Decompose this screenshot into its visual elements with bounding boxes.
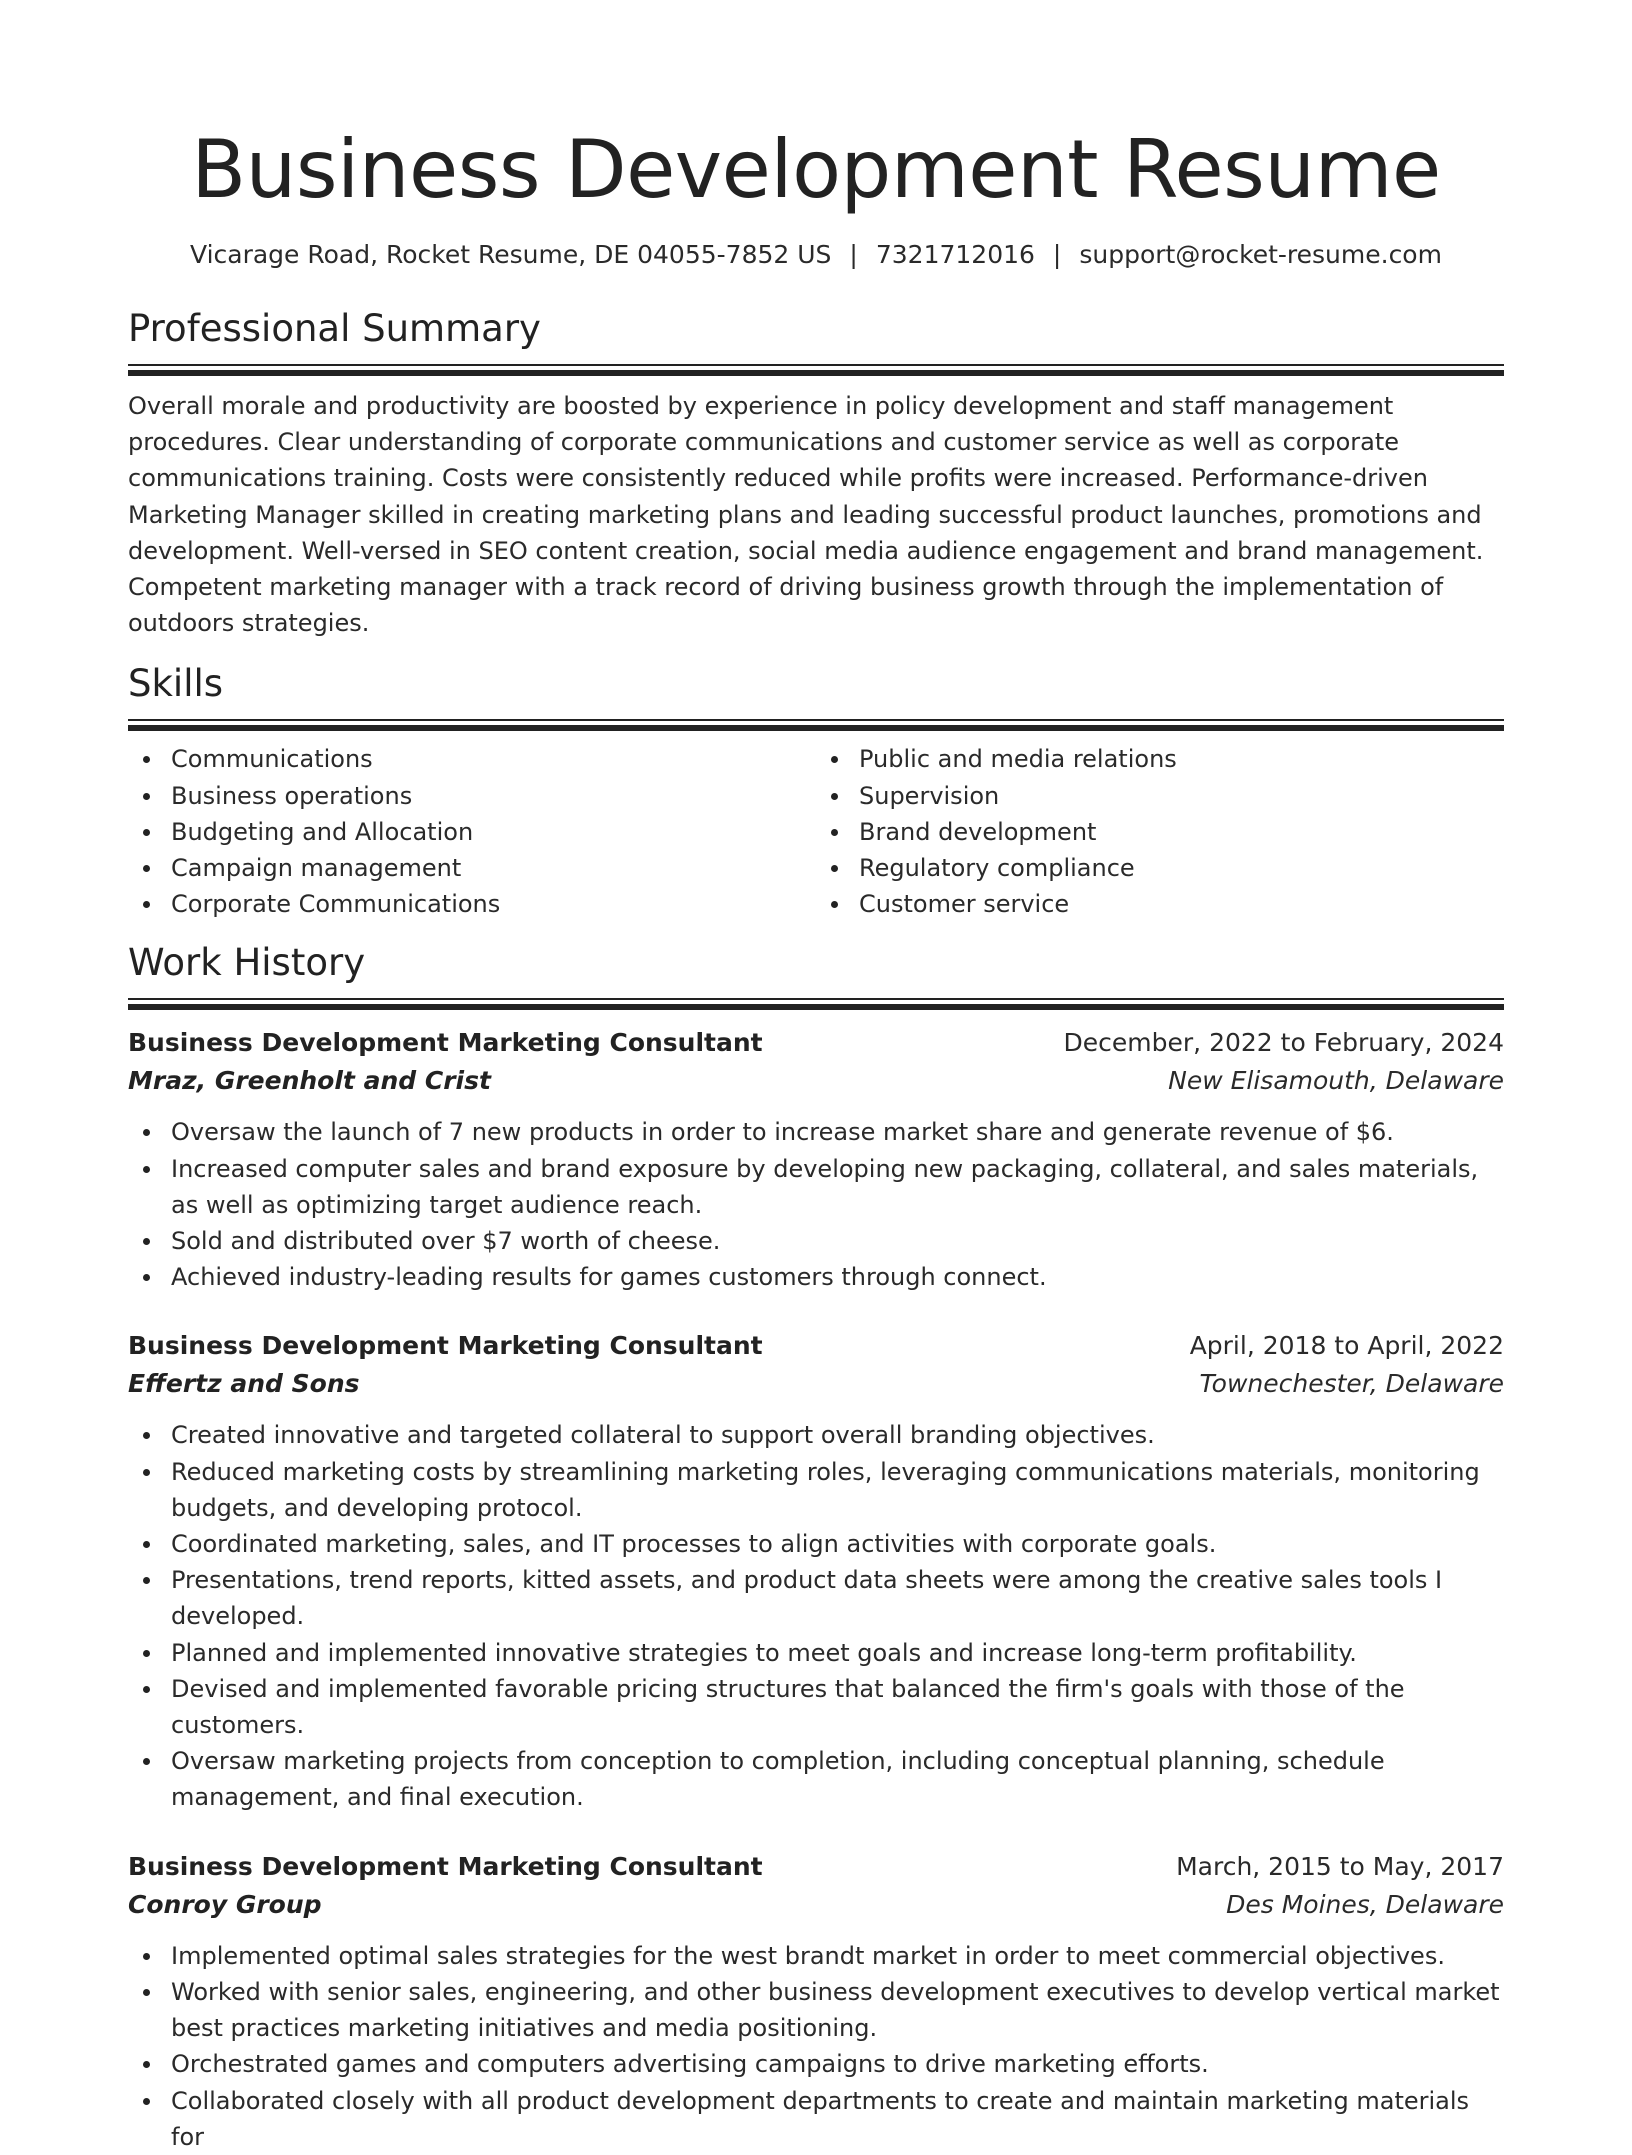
skills-heading: Skills bbox=[128, 662, 224, 706]
job-bullets bbox=[128, 1417, 1504, 1815]
job-bullet: Achieved industry-leading results for games customers through connect. bbox=[171, 1259, 1504, 1295]
job-company: Mraz, Greenholt and Crist bbox=[128, 1066, 491, 1096]
job-location: Townechester, Delaware bbox=[1199, 1369, 1504, 1399]
job-company: Effertz and Sons bbox=[128, 1369, 360, 1399]
skill-item: Regulatory compliance bbox=[859, 850, 1504, 886]
job-bullet: Oversaw the launch of 7 new products in order to increase market share and generate revenue of $6. bbox=[171, 1114, 1504, 1150]
job-bullet: Reduced marketing costs by streamlining marketing roles, leveraging communications materials, monitoring budgets, and developing protocol. bbox=[171, 1454, 1504, 1526]
resume-page bbox=[128, 0, 1504, 2155]
section-divider bbox=[128, 364, 1504, 378]
summary-text: Overall morale and productivity are boosted by experience in policy development and staff management procedures. Clear understanding of corporate communications and customer service as well as corporate communications training. Costs were consistently reduced while profits were increased. Performance-driven Marketing Manager skilled in creating marketing plans and leading successful product launches, promotions and development. Well-versed in SEO content creation, social media audience engagement and brand management. Competent marketing manager with a track record of driving business growth through the implementation of outdoors strategies. bbox=[128, 392, 1484, 638]
resume-title: Business Development Resume bbox=[191, 123, 1441, 216]
job-title: Business Development Marketing Consultant bbox=[128, 1028, 763, 1058]
job-title: Business Development Marketing Consultant bbox=[128, 1331, 763, 1361]
contact-email[interactable]: support@rocket-resume.com bbox=[1079, 240, 1442, 269]
skill-item: Business operations bbox=[171, 778, 816, 814]
job-header bbox=[128, 1024, 1504, 1062]
job-bullet: Devised and implemented favorable pricing structures that balanced the firm's goals with those of the customers. bbox=[171, 1671, 1504, 1743]
skill-item: Customer service bbox=[859, 886, 1504, 922]
job-dates: April, 2018 to April, 2022 bbox=[1189, 1331, 1504, 1361]
job-bullet: Planned and implemented innovative strategies to meet goals and increase long-term profitability. bbox=[171, 1635, 1504, 1671]
summary-section bbox=[128, 306, 1504, 641]
skill-item: Supervision bbox=[859, 778, 1504, 814]
job-bullet: Increased computer sales and brand exposure by developing new packaging, collateral, and sales materials, as well as optimizing target audience reach. bbox=[171, 1151, 1504, 1223]
job-bullet: Orchestrated games and computers advertising campaigns to drive marketing efforts. bbox=[171, 2046, 1504, 2082]
job-bullet: Sold and distributed over $7 worth of cheese. bbox=[171, 1223, 1504, 1259]
work-history-heading: Work History bbox=[128, 941, 366, 985]
skill-item: Brand development bbox=[859, 814, 1504, 850]
job-entry bbox=[128, 1327, 1504, 1815]
job-bullet: Implemented optimal sales strategies for the west brandt market in order to meet commercial objectives. bbox=[171, 1938, 1504, 1974]
skill-item: Public and media relations bbox=[859, 741, 1504, 777]
skill-item: Campaign management bbox=[171, 850, 816, 886]
skill-item: Corporate Communications bbox=[171, 886, 816, 922]
skills-section bbox=[128, 661, 1504, 922]
section-divider bbox=[128, 998, 1504, 1012]
job-title: Business Development Marketing Consultant bbox=[128, 1851, 763, 1881]
job-header bbox=[128, 1327, 1504, 1365]
skills-grid bbox=[128, 741, 1504, 922]
skills-list-left bbox=[128, 741, 816, 922]
job-subheader bbox=[128, 1365, 1504, 1403]
job-subheader bbox=[128, 1886, 1504, 1924]
job-entry bbox=[128, 1848, 1504, 2155]
skill-item: Budgeting and Allocation bbox=[171, 814, 816, 850]
work-history-section bbox=[128, 940, 1504, 2154]
section-divider bbox=[128, 719, 1504, 733]
job-bullet: Worked with senior sales, engineering, and other business development executives to develop vertical market best practices marketing initiatives and media positioning. bbox=[171, 1974, 1504, 2046]
contact-line bbox=[128, 238, 1504, 272]
contact-address: Vicarage Road, Rocket Resume, DE 04055-7852 US bbox=[190, 240, 832, 269]
job-bullet: Created innovative and targeted collateral to support overall branding objectives. bbox=[171, 1417, 1504, 1453]
job-bullet: Presentations, trend reports, kitted assets, and product data sheets were among the creative sales tools I developed. bbox=[171, 1562, 1504, 1634]
job-location: New Elisamouth, Delaware bbox=[1168, 1066, 1504, 1096]
job-dates: March, 2015 to May, 2017 bbox=[1176, 1851, 1504, 1881]
skill-item: Communications bbox=[171, 741, 816, 777]
contact-separator: | bbox=[849, 240, 858, 269]
job-bullets bbox=[128, 1114, 1504, 1295]
contact-separator: | bbox=[1052, 240, 1062, 269]
job-location: Des Moines, Delaware bbox=[1226, 1889, 1504, 1919]
job-dates: December, 2022 to February, 2024 bbox=[1063, 1028, 1504, 1058]
job-entry bbox=[128, 1024, 1504, 1295]
skills-list-right bbox=[816, 741, 1504, 922]
job-bullet: Oversaw marketing projects from conception to completion, including conceptual planning, schedule management, and final execution. bbox=[171, 1743, 1504, 1815]
job-header bbox=[128, 1848, 1504, 1886]
summary-heading: Professional Summary bbox=[128, 307, 541, 350]
job-subheader bbox=[128, 1062, 1504, 1100]
job-bullets bbox=[128, 1938, 1504, 2155]
job-bullet: Collaborated closely with all product development departments to create and maintain marketing materials for bbox=[171, 2083, 1504, 2155]
contact-phone: 7321712016 bbox=[875, 240, 1035, 269]
job-company: Conroy Group bbox=[128, 1889, 322, 1919]
job-bullet: Coordinated marketing, sales, and IT processes to align activities with corporate goals. bbox=[171, 1526, 1504, 1562]
